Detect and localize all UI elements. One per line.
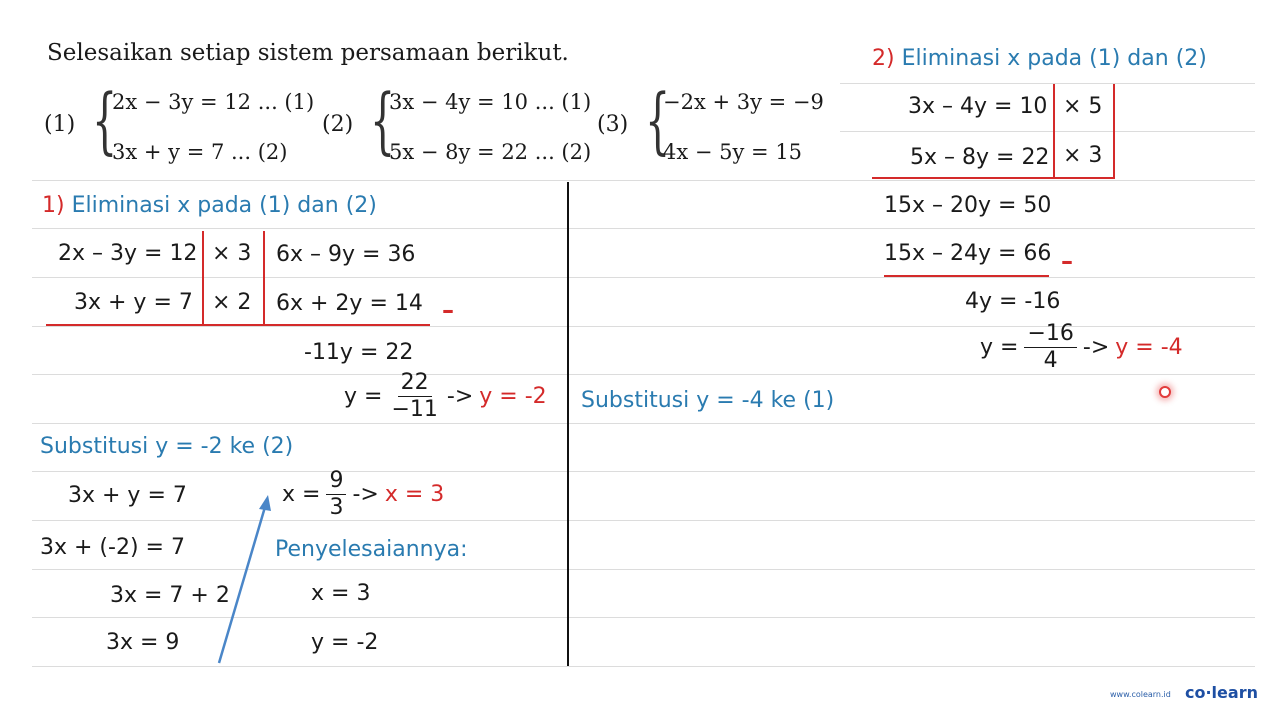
part1-row1-eq: 2x – 3y = 12	[58, 241, 198, 266]
part2-row1-eq: 3x – 4y = 10	[908, 94, 1048, 119]
brace-icon: {	[92, 78, 118, 162]
part1-heading-text: Eliminasi x pada (1) dan (2)	[71, 193, 377, 218]
y-fraction	[1024, 323, 1076, 372]
solution-x: x = 3	[311, 581, 371, 606]
part1-row1-result: 6x – 9y = 36	[276, 242, 416, 267]
part2-minus-sign: –	[1061, 247, 1073, 275]
footer-site[interactable]: www.colearn.id	[1110, 690, 1171, 699]
part2-row1-mult: × 5	[1063, 94, 1103, 119]
solution-heading: Penyelesaiannya:	[275, 537, 468, 562]
part2-right-divider	[1113, 84, 1115, 178]
y-result: y = -4	[1115, 335, 1183, 360]
system-eq1: 3x − 4y = 10 ... (1)	[389, 90, 592, 114]
y-prefix: y =	[344, 384, 383, 409]
system-eq2: 3x + y = 7 ... (2)	[112, 140, 288, 164]
part1-row2-result: 6x + 2y = 14	[276, 291, 423, 316]
pointer-dot-icon	[1159, 386, 1171, 398]
system-label: (1)	[44, 112, 76, 137]
part1-row2-eq: 3x + y = 7	[74, 290, 193, 315]
y-result: y = -2	[479, 384, 547, 409]
part2-difference: 4y = -16	[965, 289, 1061, 314]
fraction-denominator: −11	[391, 397, 438, 422]
part2-result2: 15x – 24y = 66	[884, 241, 1052, 266]
fraction-denominator: 4	[1043, 348, 1058, 373]
brand-logo: co·learn	[1185, 683, 1258, 702]
part2-subst-heading: Substitusi y = -4 ke (1)	[581, 388, 835, 413]
y-prefix: y =	[980, 335, 1019, 360]
part2-result1: 15x – 20y = 50	[884, 193, 1052, 218]
system-label: (3)	[597, 112, 629, 137]
part2-y-solution	[980, 323, 1183, 372]
arrow-text: ->	[1082, 335, 1110, 360]
arrow-text: ->	[352, 482, 379, 507]
part2-heading-number: 2)	[872, 46, 895, 71]
brace-icon: {	[645, 78, 671, 162]
brace-icon: {	[370, 78, 396, 162]
fraction-denominator: 3	[329, 495, 344, 520]
part2-result-underline	[884, 275, 1049, 277]
fraction-numerator: −16	[1024, 323, 1076, 348]
system-eq1: −2x + 3y = −9	[663, 90, 824, 114]
part1-difference: -11y = 22	[304, 340, 414, 365]
solution-y: y = -2	[311, 630, 379, 655]
system-eq1: 2x − 3y = 12 ... (1)	[112, 90, 315, 114]
subst-step: 3x = 9	[106, 630, 180, 655]
fraction-numerator: 9	[326, 470, 346, 495]
fraction-numerator: 22	[398, 372, 432, 397]
system-eq2: 5x − 8y = 22 ... (2)	[389, 140, 592, 164]
part1-minus-sign: –	[442, 296, 454, 324]
part1-row1-mult: × 3	[212, 241, 252, 266]
subst-step: 3x = 7 + 2	[110, 583, 230, 608]
part2-heading-text: Eliminasi x pada (1) dan (2)	[901, 46, 1207, 71]
part2-heading	[872, 46, 1207, 71]
subst-step: 3x + y = 7	[68, 483, 187, 508]
part1-row2-mult: × 2	[212, 290, 252, 315]
part2-row2-mult: × 3	[1063, 143, 1103, 168]
part2-row2-eq: 5x – 8y = 22	[910, 145, 1050, 170]
problem-title: Selesaikan setiap sistem persamaan berikut.	[47, 40, 569, 66]
x-prefix: x =	[282, 482, 321, 507]
system-eq2: 4x − 5y = 15	[663, 140, 803, 164]
arrow-text: ->	[446, 384, 474, 409]
part2-multiplier-divider	[1053, 84, 1055, 178]
part1-heading-number: 1)	[42, 193, 65, 218]
part2-underline	[872, 177, 1115, 179]
subst-step: 3x + (-2) = 7	[40, 535, 185, 560]
system-label: (2)	[322, 112, 354, 137]
part1-subst-heading: Substitusi y = -2 ke (2)	[40, 434, 294, 459]
x-result: x = 3	[384, 482, 445, 507]
